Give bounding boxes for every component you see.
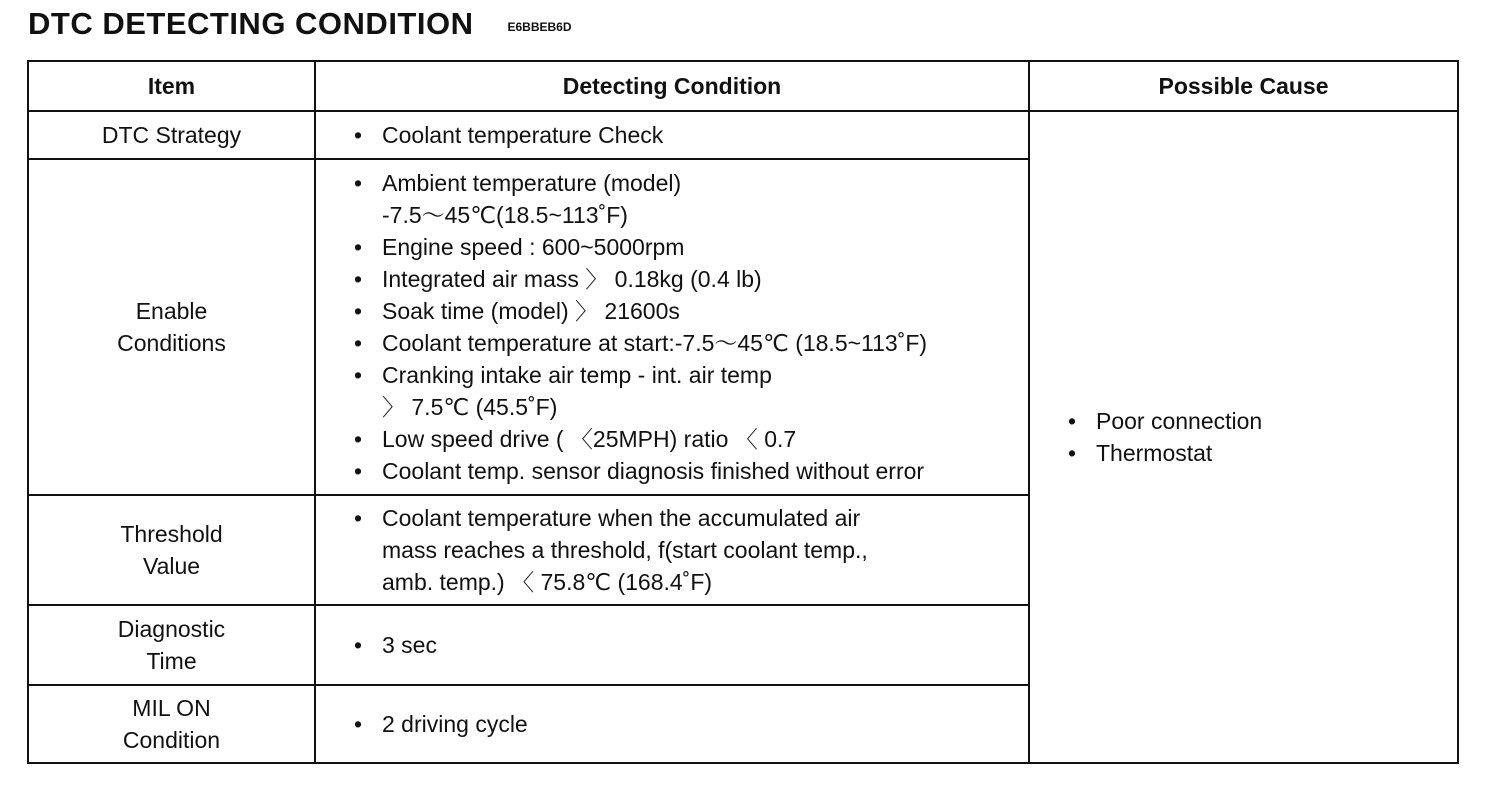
item-label-line: Threshold bbox=[120, 521, 223, 547]
condition-line: • Cranking intake air temp - int. air temp bbox=[382, 362, 772, 388]
document-code: E6BBEB6D bbox=[507, 20, 572, 34]
item-label-line: MIL ON bbox=[132, 695, 211, 721]
condition-cell bbox=[315, 159, 1029, 495]
condition-item: • Integrated air mass 〉 0.18kg (0.4 lb) bbox=[354, 263, 1022, 295]
condition-item: • Low speed drive ( 〈25MPH) ratio 〈 0.7 bbox=[354, 423, 1022, 455]
dtc-condition-table bbox=[27, 60, 1459, 764]
condition-line: -7.5～45℃(18.5~113˚F) bbox=[382, 202, 628, 228]
condition-line: amb. temp.) 〈 75.8℃ (168.4˚F) bbox=[382, 569, 713, 595]
condition-item: • Soak time (model) 〉 21600s bbox=[354, 295, 1022, 327]
item-label-line: Value bbox=[142, 553, 201, 579]
table-row-dtc-strategy bbox=[28, 111, 1458, 159]
condition-item bbox=[354, 167, 1022, 231]
condition-item: • Coolant temperature at start:-7.5～45℃ (18.5~113˚F) bbox=[354, 327, 1022, 359]
possible-cause-cell bbox=[1029, 111, 1458, 763]
item-label-line: Conditions bbox=[117, 330, 226, 356]
header-possible-cause: Possible Cause bbox=[1029, 61, 1458, 111]
item-label-line: Enable bbox=[135, 298, 208, 324]
condition-item: • 2 driving cycle bbox=[354, 708, 1022, 740]
condition-cell bbox=[315, 111, 1029, 159]
condition-cell bbox=[315, 495, 1029, 605]
condition-item: • Coolant temperature Check bbox=[354, 119, 1022, 151]
condition-cell bbox=[315, 685, 1029, 763]
item-label-line: Diagnostic bbox=[117, 616, 226, 642]
condition-line: mass reaches a threshold, f(start coolant temp., bbox=[382, 537, 868, 563]
item-cell bbox=[28, 495, 315, 605]
condition-item bbox=[354, 359, 1022, 423]
condition-item: • Engine speed : 600~5000rpm bbox=[354, 231, 1022, 263]
condition-item: • Coolant temp. sensor diagnosis finished without error bbox=[354, 455, 1022, 487]
item-cell bbox=[28, 159, 315, 495]
condition-cell bbox=[315, 605, 1029, 685]
condition-item: • 3 sec bbox=[354, 629, 1022, 661]
table-header-row bbox=[28, 61, 1458, 111]
condition-item bbox=[354, 502, 1022, 598]
item-label-line: Time bbox=[146, 648, 197, 674]
condition-line: • Ambient temperature (model) bbox=[382, 170, 682, 196]
item-label-line: Condition bbox=[122, 727, 221, 753]
page-heading bbox=[28, 2, 572, 46]
item-cell bbox=[28, 605, 315, 685]
condition-line: 〉 7.5℃ (45.5˚F) bbox=[382, 394, 558, 420]
item-cell bbox=[28, 685, 315, 763]
condition-line: • Coolant temperature when the accumulated air bbox=[382, 505, 861, 531]
page-title: DTC DETECTING CONDITION bbox=[28, 6, 474, 41]
cause-item: • Poor connection bbox=[1068, 405, 1457, 437]
header-item: Item bbox=[28, 61, 315, 111]
item-cell: DTC Strategy bbox=[28, 111, 315, 159]
cause-item: • Thermostat bbox=[1068, 437, 1457, 469]
header-detecting-condition: Detecting Condition bbox=[315, 61, 1029, 111]
